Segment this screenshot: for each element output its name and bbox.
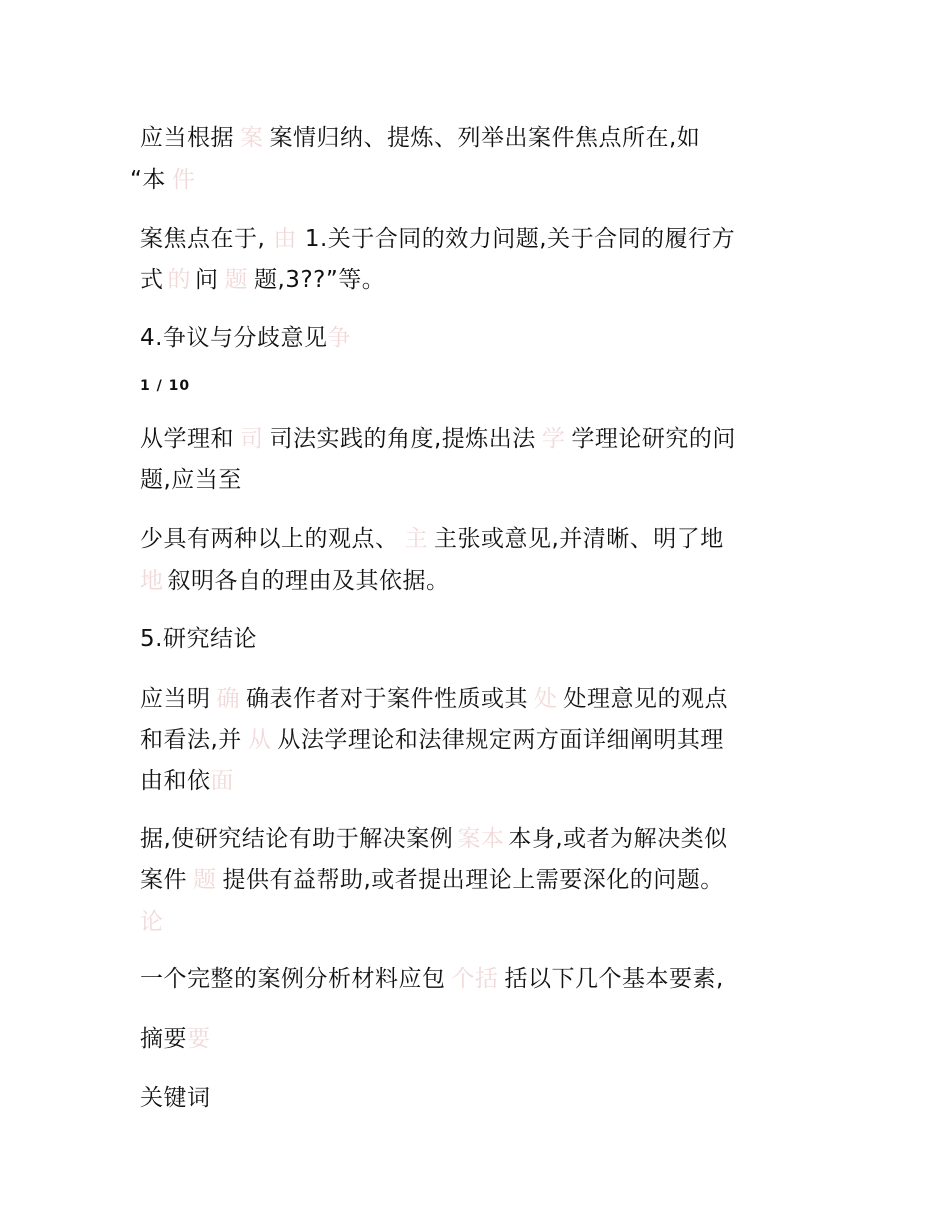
text-line: 案件 题 提供有益帮助,或者提出理论上需要深化的问题。 (140, 867, 724, 893)
section-heading: 5.研究结论 (140, 626, 257, 652)
list-item: 关键词 (140, 1085, 211, 1111)
text-line: 一个完整的案例分析材料应包 个括 括以下几个基本要素, (140, 966, 724, 992)
text-line: 题,应当至 (140, 467, 242, 493)
section-heading: 4.争议与分歧意见争 (140, 325, 351, 351)
text-line: 式 的 问 题 题,3??”等。 (140, 267, 386, 293)
text-line: 少具有两种以上的观点、 主 主张或意见,并清晰、明了地 (140, 526, 724, 552)
text-line: 由和依面 (140, 768, 234, 794)
text-line: “本 件 (130, 167, 196, 193)
list-item: 摘要要 (140, 1026, 211, 1052)
text-line: 和看法,并 从 从法学理论和法律规定两方面详细阐明其理 (140, 727, 724, 753)
text-line: 应当明 确 确表作者对于案件性质或其 处 处理意见的观点 (140, 686, 728, 712)
text-line: 地 叙明各自的理由及其依据。 (140, 568, 450, 594)
text-line: 论 (140, 909, 164, 935)
text-line: 案焦点在于, 由 1.关于合同的效力问题,关于合同的履行方 (140, 226, 736, 252)
page-number: 1 / 10 (140, 378, 191, 394)
text-line: 从学理和 司 司法实践的角度,提炼出法 学 学理论研究的问 (140, 426, 736, 452)
text-line: 据,使研究结论有助于解决案例 案本 本身,或者为解决类似 (140, 826, 728, 852)
text-line: 应当根据 案 案情归纳、提炼、列举出案件焦点所在,如 (140, 125, 701, 151)
